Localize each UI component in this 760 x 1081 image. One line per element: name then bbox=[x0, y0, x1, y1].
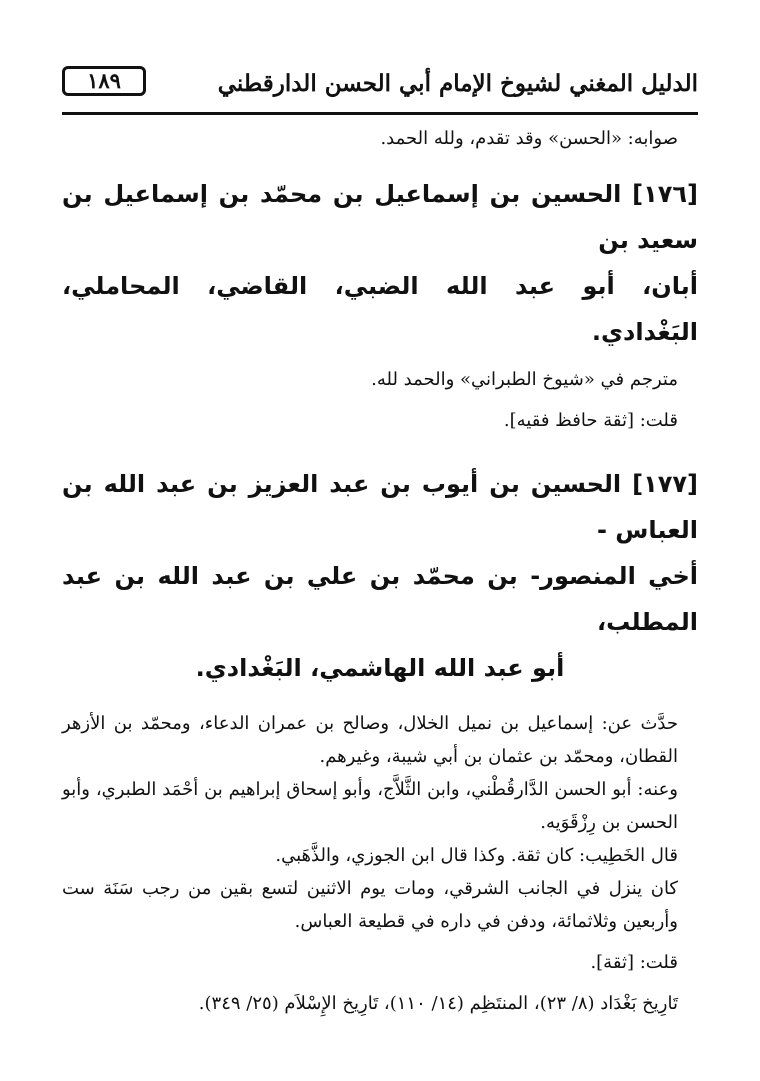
entry-176-heading-line1: [١٧٦] الحسين بن إسماعيل بن محمّد بن إسماعيل بن سعيد بن bbox=[62, 180, 698, 254]
page-number: ١٨٩ bbox=[62, 66, 146, 96]
entry-177-khatib-quote: قال الخَطِيب: كان ثقة. وكذا قال ابن الجوزي، والذَّهَبي. bbox=[275, 845, 678, 866]
entry-176-verdict: قلت: [ثقة حافظ فقيه]. bbox=[503, 410, 678, 431]
entry-177-heading-line3: أبو عبد الله الهاشمي، البَغْدادي. bbox=[195, 654, 565, 682]
entry-176-note: مترجم في «شيوخ الطبراني» والحمد لله. bbox=[371, 369, 678, 390]
entry-177-narrated-by: وعنه: أبو الحسن الدَّارقُطْني، وابن الثَّلاَّج، وأبو إسحاق إبراهيم بن أحْمَد الطبري، وأبو الحسن بن رِزْقَوَيه. bbox=[62, 779, 678, 833]
entry-176-heading-line2: أبان، أبو عبد الله الضبي، القاضي، المحاملي، البَغْدادي. bbox=[62, 272, 698, 346]
page-header bbox=[62, 66, 698, 106]
header-rule bbox=[62, 112, 698, 115]
entry-177-verdict: قلت: [ثقة]. bbox=[590, 952, 678, 973]
entry-177-heading-line2: أخي المنصور- بن محمّد بن علي بن عبد الله بن عبد المطلب، bbox=[62, 562, 698, 636]
entry-177-heading-line1: [١٧٧] الحسين بن أيوب بن عبد العزيز بن عبد الله بن العباس - bbox=[62, 470, 698, 544]
entry-177-sources: تَارِيخ بَغْدَاد (٨/ ٢٣)، المنتَظِم (١٤/ ١١٠)، تَارِيخ الإِسْلاَم (٢٥/ ٣٤٩). bbox=[198, 993, 678, 1014]
entry-177-biography: كان ينزل في الجانب الشرقي، ومات يوم الاثنين لتسع بقين من رجب سَنَة ست وأربعين وثلاثمائة، ودفن في داره في قطيعة العباس. bbox=[62, 878, 678, 932]
previous-entry-note: صوابه: «الحسن» وقد تقدم، ولله الحمد. bbox=[380, 128, 678, 149]
running-title: الدليل المغني لشيوخ الإمام أبي الحسن الدارقطني bbox=[217, 70, 698, 97]
page-content bbox=[62, 122, 698, 1020]
entry-177 bbox=[62, 461, 698, 1020]
entry-177-narrated-from: حدَّث عن: إسماعيل بن نميل الخلال، وصالح بن عمران الدعاء، ومحمّد بن الأزهر القطان، ومحمّد بن عثمان بن أبي شيبة، وغيرهم. bbox=[62, 713, 678, 767]
entry-176 bbox=[62, 171, 698, 437]
